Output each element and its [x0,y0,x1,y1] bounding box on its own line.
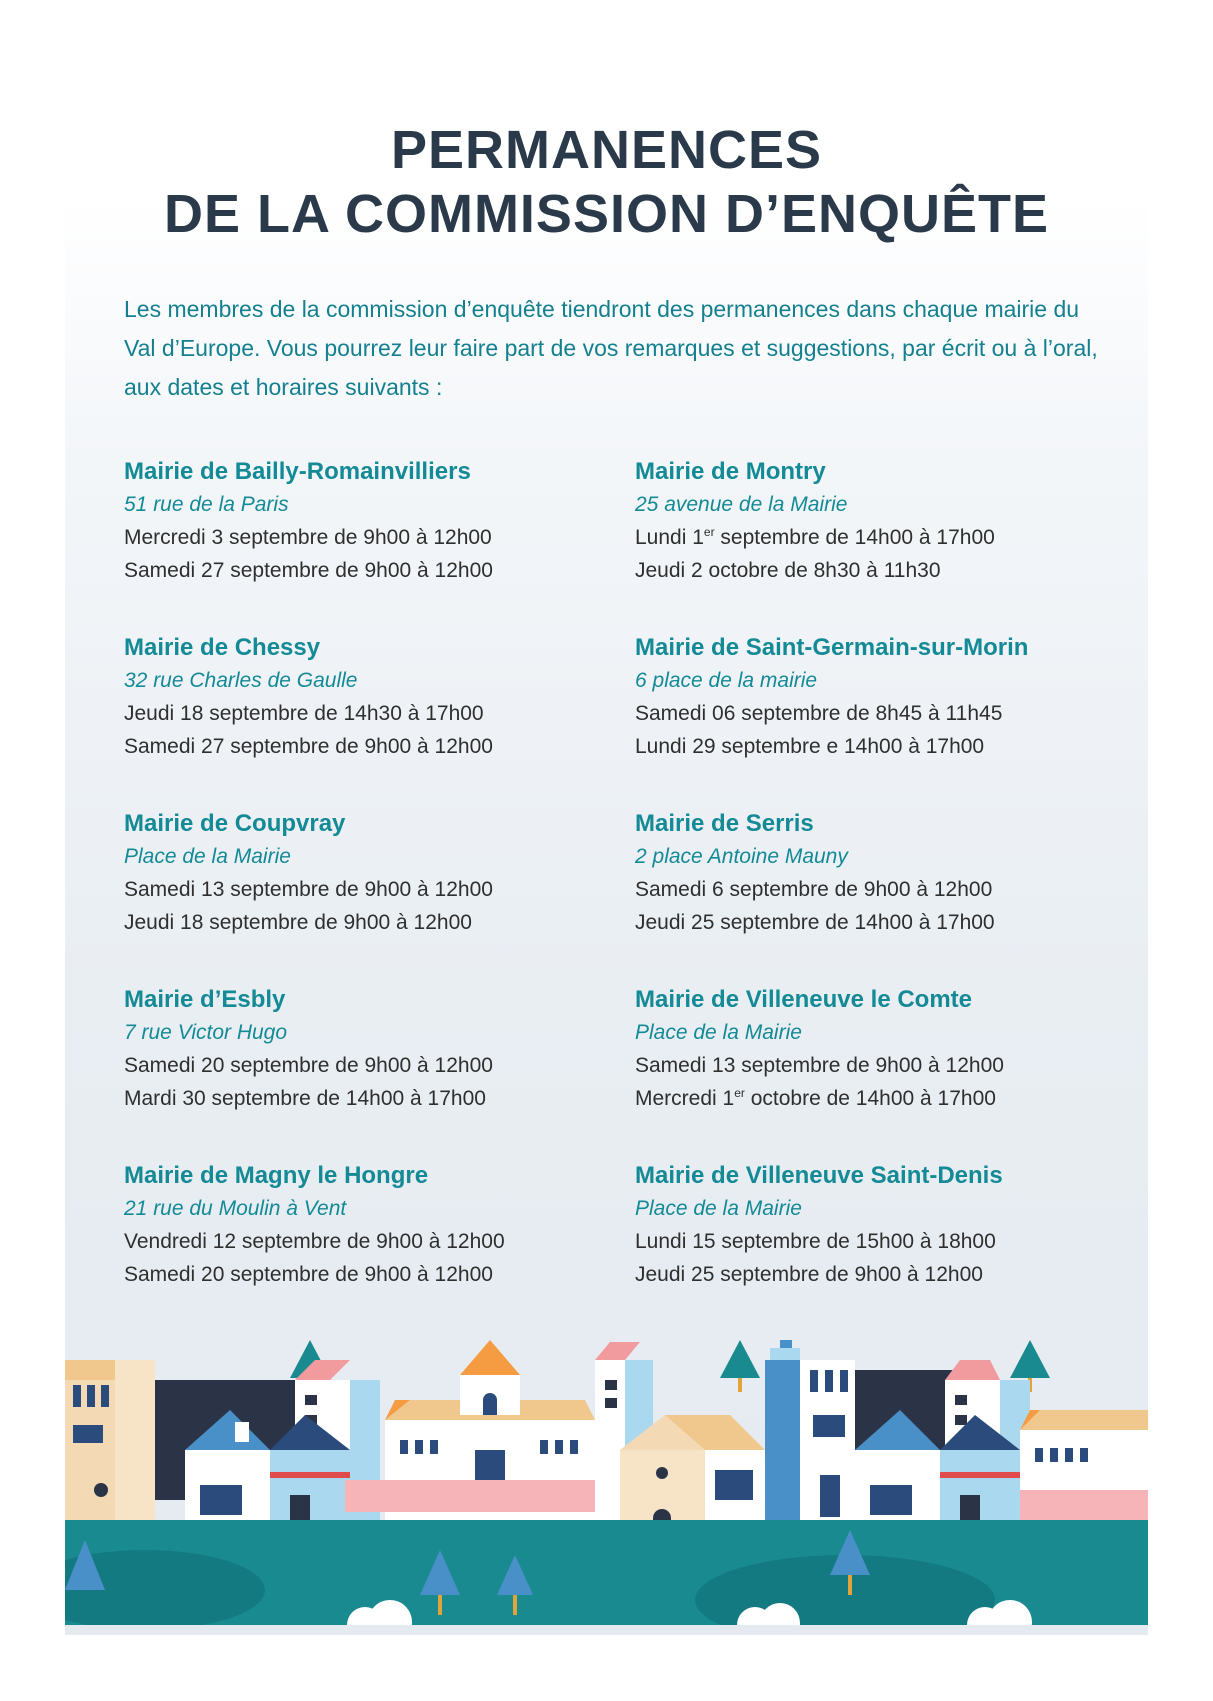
schedule-text: Samedi 27 septembre de 9h00 à 12h00 [124,735,493,758]
mairie-name: Mairie de Serris [635,810,814,837]
mairie-block [124,455,604,631]
schedule-text: Lundi 1 [635,526,704,549]
mairie-address: 6 place de la mairie [635,669,818,692]
mairie-name: Mairie de Saint-Germain-sur-Morin [635,634,1029,661]
title-line-1: PERMANENCES [390,120,823,180]
schedule-line [124,1258,604,1291]
mairie-name: Mairie de Magny le Hongre [124,1162,429,1189]
schedule-text: Jeudi 25 septembre de 14h00 à 17h00 [635,911,995,934]
mairie-block [124,1159,604,1335]
right-column [635,455,1115,1335]
schedule-text: Samedi 27 septembre de 9h00 à 12h00 [124,559,493,582]
mairie-address: 2 place Antoine Mauny [635,845,848,868]
schedule-line [635,906,1115,939]
schedule-line [124,873,604,906]
ordinal-suffix: er [703,525,715,539]
mairie-address: 21 rue du Moulin à Vent [124,1197,347,1220]
schedule-text: Samedi 20 septembre de 9h00 à 12h00 [124,1054,493,1077]
mairie-name: Mairie de Bailly-Romainvilliers [124,458,471,485]
schedule-text: Mardi 30 septembre de 14h00 à 17h00 [124,1087,486,1110]
schedule-text: Mercredi 1 [635,1087,735,1110]
intro-paragraph: Les membres de la commission d’enquête tiendront des permanences dans chaque mairie du Val d’Europe. Vous pourrez leur faire part de vos remarques et suggestions, par écrit ou à l’oral, aux dates et horaires suivants : [124,296,1098,400]
mairie-address: 25 avenue de la Mairie [635,493,848,516]
page-title [0,118,1213,246]
schedule-line [635,730,1115,763]
mairie-address: Place de la Mairie [124,845,291,868]
mairie-block [124,807,604,983]
schedule-text: Jeudi 2 octobre de 8h30 à 11h30 [635,559,941,582]
schedule-text: Samedi 13 septembre de 9h00 à 12h00 [635,1054,1004,1077]
mairie-block [124,631,604,807]
mairie-block [124,983,604,1159]
schedule-text: Lundi 29 septembre e 14h00 à 17h00 [635,735,985,758]
schedule-line [124,554,604,587]
mairie-address: Place de la Mairie [635,1021,802,1044]
schedule-text: Jeudi 25 septembre de 9h00 à 12h00 [635,1263,983,1286]
schedule-text: Samedi 06 septembre de 8h45 à 11h45 [635,702,1003,725]
mairie-block [635,455,1115,631]
schedule-line [635,1082,1115,1115]
schedule-line [124,1225,604,1258]
mairie-name: Mairie d’Esbly [124,986,286,1013]
schedule-text: Vendredi 12 septembre de 9h00 à 12h00 [124,1230,505,1253]
schedule-text: Jeudi 18 septembre de 9h00 à 12h00 [124,911,472,934]
mairie-name: Mairie de Villeneuve Saint-Denis [635,1162,1003,1189]
schedule-text: Samedi 6 septembre de 9h00 à 12h00 [635,878,993,901]
mairie-name: Mairie de Chessy [124,634,321,661]
ordinal-suffix: er [734,1086,745,1100]
schedule-line [635,1225,1115,1258]
town-illustration [65,1340,1148,1625]
mairie-address: Place de la Mairie [635,1197,802,1220]
schedule-text: Samedi 13 septembre de 9h00 à 12h00 [124,878,493,901]
mairie-name: Mairie de Villeneuve le Comte [635,986,973,1013]
schedule-line [124,1082,604,1115]
schedule-line [635,697,1115,730]
schedule-text: Samedi 20 septembre de 9h00 à 12h00 [124,1263,493,1286]
mairie-block [635,1159,1115,1335]
schedule-line [635,1258,1115,1291]
schedule-text: octobre de 14h00 à 17h00 [744,1087,996,1110]
schedule-line [124,730,604,763]
schedule-text: Lundi 15 septembre de 15h00 à 18h00 [635,1230,996,1253]
mairie-block [635,807,1115,983]
mairie-address: 32 rue Charles de Gaulle [124,669,358,692]
schedule-line [124,697,604,730]
schedule-line [124,906,604,939]
mairie-name: Mairie de Montry [635,458,826,485]
schedule-line [635,1049,1115,1082]
schedule-line [124,521,604,554]
mairie-name: Mairie de Coupvray [124,810,346,837]
schedule-line [635,554,1115,587]
mairie-block [635,631,1115,807]
schedule-text: Jeudi 18 septembre de 14h30 à 17h00 [124,702,484,725]
schedule-text: septembre de 14h00 à 17h00 [714,526,995,549]
schedule-line [635,521,1115,554]
mairie-address: 7 rue Victor Hugo [124,1021,288,1044]
schedule-line [124,1049,604,1082]
schedule-line [635,873,1115,906]
mairie-block [635,983,1115,1159]
schedule-text: Mercredi 3 septembre de 9h00 à 12h00 [124,526,492,549]
left-column [124,455,604,1335]
title-line-2: DE LA COMMISSION D’ENQUÊTE [163,184,1050,244]
mairie-address: 51 rue de la Paris [124,493,289,516]
